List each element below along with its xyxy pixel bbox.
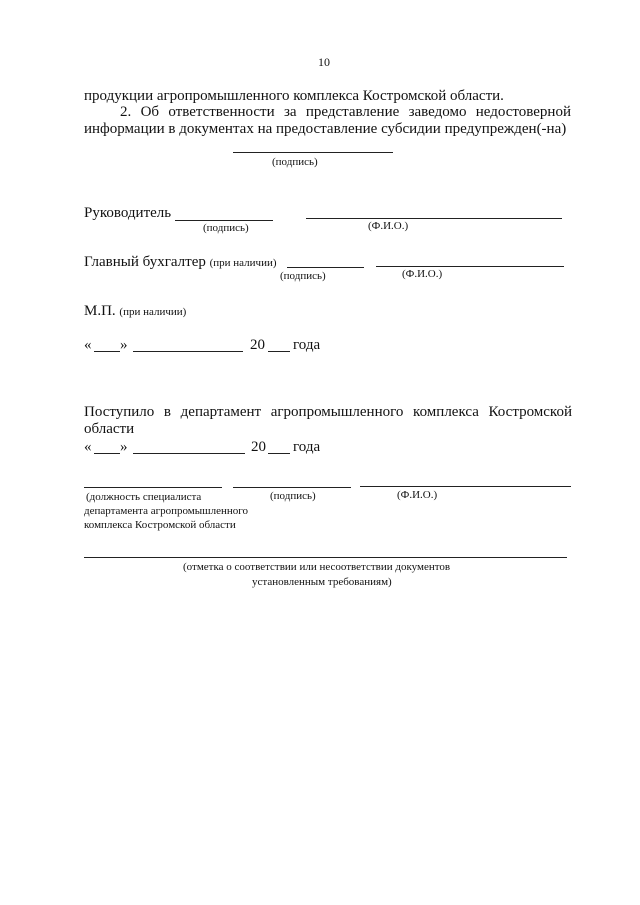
specialist-position-line — [84, 487, 222, 488]
date2-year-prefix: 20 — [251, 439, 266, 455]
date2-year-line — [268, 453, 290, 454]
received-line2: области — [84, 421, 135, 437]
specialist-caption-line3: комплекса Костромской области — [84, 519, 236, 531]
date1-year-line — [268, 351, 290, 352]
compliance-mark-line — [84, 557, 567, 558]
accountant-fio-line — [376, 266, 564, 267]
date2-month-line — [133, 453, 245, 454]
head-fio-line — [306, 218, 562, 219]
accountant-label — [84, 254, 277, 271]
head-label: Руководитель — [84, 205, 172, 221]
specialist-signature-caption: (подпись) — [270, 490, 316, 502]
signature-line — [233, 152, 393, 153]
date2-year-suffix: года — [293, 439, 321, 455]
date1-day-line — [94, 351, 120, 352]
accountant-note: (при наличии) — [209, 257, 277, 269]
date2-open-quote: « — [84, 439, 92, 455]
received-line1: Поступило в департамент агропромышленного комплекса Костромской — [84, 404, 572, 420]
head-signature-line — [175, 220, 273, 221]
specialist-signature-line — [233, 487, 351, 488]
head-fio-caption: (Ф.И.О.) — [368, 220, 409, 232]
date1-open-quote: « — [84, 337, 92, 353]
date1-close-quote: » — [120, 337, 128, 353]
accountant-signature-caption: (подпись) — [280, 270, 326, 282]
compliance-caption-line2: установленным требованиям) — [252, 576, 392, 588]
date1-year-prefix: 20 — [250, 337, 265, 353]
signature-caption: (подпись) — [272, 156, 318, 168]
accountant-fio-caption: (Ф.И.О.) — [402, 268, 443, 280]
specialist-caption-line2: департамента агропромышленного — [84, 505, 249, 517]
specialist-fio-caption: (Ф.И.О.) — [397, 489, 438, 501]
date1-month-line — [133, 351, 243, 352]
stamp-label — [84, 303, 186, 320]
date2-day-line — [94, 453, 120, 454]
head-signature-caption: (подпись) — [203, 222, 249, 234]
specialist-fio-line — [360, 486, 571, 487]
accountant-label-text: Главный бухгалтер — [84, 254, 206, 270]
date1-year-suffix: года — [293, 337, 321, 353]
page-number: 10 — [318, 55, 330, 69]
compliance-caption-line1: (отметка о соответствии или несоответствии документов — [183, 561, 451, 573]
para2-line2: информации в документах на предоставление субсидии предупрежден(-на) — [84, 121, 567, 137]
stamp-label-text: М.П. — [84, 303, 116, 319]
accountant-signature-line — [287, 267, 364, 268]
date2-close-quote: » — [120, 439, 128, 455]
stamp-note: (при наличии) — [119, 306, 187, 318]
para2-line1: 2. Об ответственности за представление заведомо недостоверной — [120, 104, 571, 120]
specialist-caption-line1: (должность специалиста — [86, 491, 202, 503]
para1-text: продукции агропромышленного комплекса Костромской области. — [84, 88, 504, 104]
